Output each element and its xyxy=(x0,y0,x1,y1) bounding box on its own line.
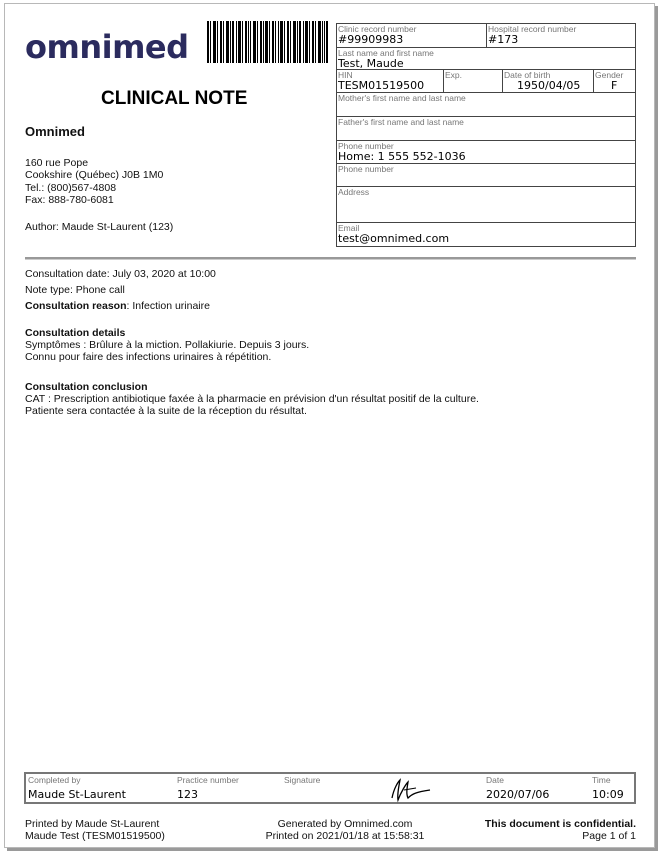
hin-label: HIN xyxy=(338,70,353,80)
conclusion-heading: Consultation conclusion xyxy=(25,381,148,393)
details-heading: Consultation details xyxy=(25,327,126,339)
confidential-notice: This document is confidential. xyxy=(484,818,636,830)
hospital-record-label: Hospital record number xyxy=(488,24,577,34)
clinic-name: Omnimed xyxy=(25,124,85,139)
phone1-value: Home: 1 555 552-1036 xyxy=(338,150,466,163)
section-divider xyxy=(25,257,636,260)
details-section xyxy=(25,327,309,363)
completed-by-value: Maude St-Laurent xyxy=(28,788,126,801)
reason-value: : Infection urinaire xyxy=(126,300,210,312)
print-info-left xyxy=(25,818,165,843)
father-row xyxy=(337,117,635,141)
practice-number-value: 123 xyxy=(177,788,198,801)
conclusion-line2: Patiente sera contactée à la suite de la réception du résultat. xyxy=(25,405,307,417)
printed-on: Printed on 2021/01/18 at 15:58:31 xyxy=(265,830,425,843)
email-label: Email xyxy=(338,223,360,233)
phone1-label: Phone number xyxy=(338,141,394,151)
print-info-center xyxy=(248,818,442,843)
email-row xyxy=(337,223,635,246)
divider xyxy=(486,24,487,47)
record-row xyxy=(337,24,635,48)
reason-label: Consultation reason xyxy=(25,300,127,312)
divider xyxy=(443,70,444,92)
signature-image xyxy=(386,776,436,804)
patient-line: Maude Test (TESM01519500) xyxy=(25,830,165,843)
hin-value: TESM01519500 xyxy=(338,79,425,92)
conclusion-section xyxy=(25,381,479,417)
clinic-phone: Tel.: (800)567-4808 xyxy=(25,181,117,194)
time-value: 10:09 xyxy=(592,788,624,801)
mother-row xyxy=(337,93,635,117)
conclusion-line1: CAT : Prescription antibiotique faxée à la pharmacie en prévision d'un résultat positif de la culture. xyxy=(25,393,479,405)
address-label: Address xyxy=(338,187,370,197)
mother-name-label: Mother's first name and last name xyxy=(338,93,466,103)
details-line2: Connu pour faire des infections urinaires à répétition. xyxy=(25,351,272,363)
dob-label: Date of birth xyxy=(504,70,551,80)
patient-info-box xyxy=(336,23,636,247)
practice-number-label: Practice number xyxy=(177,775,239,785)
dob-value: 1950/04/05 xyxy=(517,79,581,92)
completed-by-label: Completed by xyxy=(28,775,81,785)
generated-by: Generated by Omnimed.com xyxy=(277,818,413,830)
clinic-fax: Fax: 888-780-6081 xyxy=(25,194,114,207)
consultation-date: Consultation date: July 03, 2020 at 10:00 xyxy=(25,268,216,280)
consultation-reason xyxy=(25,300,210,312)
phone2-row xyxy=(337,164,635,187)
page-title: CLINICAL NOTE xyxy=(101,88,248,109)
patient-name-label: Last name and first name xyxy=(338,48,434,58)
barcode-image xyxy=(207,21,328,63)
email-value: test@omnimed.com xyxy=(338,232,450,245)
date-value: 2020/07/06 xyxy=(486,788,550,801)
printed-by: Printed by Maude St-Laurent xyxy=(25,818,160,830)
gender-value: F xyxy=(611,79,618,92)
phone2-label: Phone number xyxy=(338,164,394,174)
gender-label: Gender xyxy=(595,70,624,80)
name-row xyxy=(337,48,635,70)
note-type: Note type: Phone call xyxy=(25,284,125,296)
phone1-row xyxy=(337,141,635,164)
clinic-address-line1: 160 rue Pope xyxy=(25,157,89,169)
omnimed-logo: omnimed xyxy=(25,28,189,66)
address-row xyxy=(337,187,635,223)
divider xyxy=(502,70,503,92)
father-name-label: Father's first name and last name xyxy=(338,117,464,127)
exp-label: Exp. xyxy=(445,70,463,80)
clinic-address-block xyxy=(25,157,163,207)
time-label: Time xyxy=(592,775,611,785)
clinic-address-line2: Cookshire (Québec) J0B 1M0 xyxy=(25,169,164,182)
signoff-box xyxy=(24,772,636,804)
details-line1: Symptômes : Brûlure à la miction. Pollakiurie. Depuis 3 jours. xyxy=(25,339,310,351)
print-info-right xyxy=(485,818,636,843)
hospital-record-value: #173 xyxy=(488,33,519,46)
hin-row xyxy=(337,70,635,93)
signature-label: Signature xyxy=(284,775,321,785)
clinic-record-label: Clinic record number xyxy=(338,24,417,34)
divider xyxy=(593,70,594,92)
patient-name-value: Test, Maude xyxy=(338,57,404,70)
clinic-record-value: #99909983 xyxy=(338,33,404,46)
date-label: Date xyxy=(486,775,504,785)
author-line: Author: Maude St-Laurent (123) xyxy=(25,221,174,233)
page-number: Page 1 of 1 xyxy=(582,830,636,843)
